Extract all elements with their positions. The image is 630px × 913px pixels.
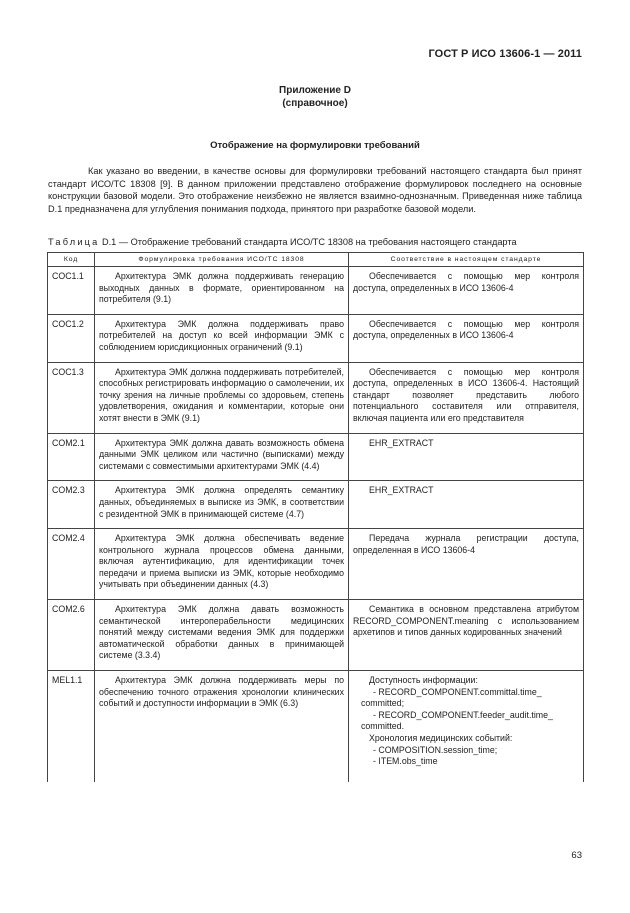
row-code: COM2.6 xyxy=(48,600,95,671)
row-requirement xyxy=(95,529,349,600)
table-caption-label: Таблица xyxy=(48,237,100,247)
table-row xyxy=(48,529,584,600)
row-requirement-text: Архитектура ЭМК должна давать возможность семантической интероперабельности медицинских понятий между системами ведения ЭМК для поддержки автоматической обработки данных в принимающей системе (3.3.4) xyxy=(99,604,344,661)
standard-designation: ГОСТ Р ИСО 13606-1 — 2011 xyxy=(428,48,582,60)
table-row xyxy=(48,671,584,782)
row-code: COC1.2 xyxy=(48,314,95,362)
match-line: - RECORD_COMPONENT.feeder_audit.time_ xyxy=(373,709,553,720)
row-code: COM2.3 xyxy=(48,481,95,529)
table-row xyxy=(48,481,584,529)
table-caption xyxy=(48,237,582,247)
match-line: committed; xyxy=(361,698,405,709)
page-number: 63 xyxy=(571,850,582,861)
row-match-text: Передача журнала регистрации доступа, определенная в ИСО 13606-4 xyxy=(353,533,579,555)
row-match-text: Обеспечивается с помощью мер контроля доступа, определенных в ИСО 13606-4 xyxy=(353,318,579,341)
row-requirement-text: Архитектура ЭМК должна обеспечивать ведение контрольного журнала процессов обмена данными, включая аутентификацию, для идентификации точек передачи и приема выписки из ЭМК, которые необходимо учитывать при объединении данных (4.3) xyxy=(99,533,344,590)
row-requirement-text: Архитектура ЭМК должна поддерживать потребителей, способных регистрировать информацию о самолечении, их точку зрения на личные проблемы со здоровьем, степень удовлетворения, ожидания и комментарии, которые они хотят внести в ЭМК (9.1) xyxy=(99,366,344,423)
row-match-text: Семантика в основном представлена атрибутом RECORD_COMPONENT.meaning с использованием архетипов и типов данных кодированных значений xyxy=(353,604,579,638)
row-requirement-text: Архитектура ЭМК должна поддерживать право потребителей на доступ ко всей информации ЭМК с соблюдением юрисдикционных ограничений (9.1) xyxy=(99,318,344,352)
row-match xyxy=(349,314,584,362)
row-match-text: Обеспечивается с помощью мер контроля доступа, определенных в ИСО 13606-4. Настоящий стандарт позволяет представить любого потенциального составителя или отправителя, включая пациента или его представителя xyxy=(353,366,579,423)
intro-paragraph xyxy=(48,165,582,215)
row-requirement-text: Архитектура ЭМК должна определять семантику данных, объединяемых в выписке из ЭМК, в соответствии с резидентной ЭМК в принимающей системе (4.7) xyxy=(99,485,344,519)
table-caption-text: D.1 — Отображение требований стандарта ИСО/ТС 18308 на требования настоящего стандарта xyxy=(99,237,517,247)
table-row xyxy=(48,600,584,671)
match-line: - ITEM.obs_time xyxy=(373,756,438,767)
row-requirement-text: Архитектура ЭМК должна поддерживать генерацию выходных данных в формате, ориентированном на потребителя (9.1) xyxy=(99,271,344,305)
match-line: - RECORD_COMPONENT.committal.time_ xyxy=(373,686,542,697)
requirements-table xyxy=(47,252,584,782)
header-code: Код xyxy=(48,253,95,267)
row-requirement-text: Архитектура ЭМК должна давать возможность обмена данными ЭМК целиком или частично (выписками) между системами с совместимыми архитектурами ЭМК (4.4) xyxy=(99,437,344,471)
table-row xyxy=(48,267,584,315)
row-requirement xyxy=(95,671,349,782)
header-requirement: Формулировка требования ИСО/ТС 18308 xyxy=(95,253,349,267)
row-requirement-text: Архитектура ЭМК должна поддерживать меры по обеспечению точного отражения хронологии клинических событий и доступности информации в ЭМК (6.3) xyxy=(99,675,344,709)
row-code: COC1.3 xyxy=(48,362,95,433)
row-code: COM2.1 xyxy=(48,433,95,481)
row-requirement xyxy=(95,267,349,315)
row-match xyxy=(349,362,584,433)
row-code: MEL1.1 xyxy=(48,671,95,782)
table-header-row xyxy=(48,253,584,267)
row-code: COC1.1 xyxy=(48,267,95,315)
row-match xyxy=(349,529,584,600)
row-requirement xyxy=(95,481,349,529)
row-match xyxy=(349,481,584,529)
annex-subtitle: (справочное) xyxy=(282,98,348,109)
row-match-text: EHR_EXTRACT xyxy=(369,437,434,448)
table-row xyxy=(48,314,584,362)
annex-title: Приложение D xyxy=(279,85,351,96)
row-requirement xyxy=(95,433,349,481)
row-match-text: Обеспечивается с помощью мер контроля доступа, определенных в ИСО 13606-4 xyxy=(353,271,579,293)
intro-text: Как указано во введении, в качестве основы для формулировки требований настоящего стандарта был принят стандарт ИСО/ТС 18308 [9]. В данном приложении представлено отображение формулировок последнего на основные конструкции базовой модели. Это отображение неизбежно не является взаимно-однозначным. Приведенная ниже таблица D.1 предназначена для углубления понимания подхода, принятого при разработке базовой модели. xyxy=(48,166,582,214)
row-match-text: EHR_EXTRACT xyxy=(369,485,434,496)
row-match xyxy=(349,671,584,782)
table-row xyxy=(48,362,584,433)
row-requirement xyxy=(95,362,349,433)
section-title: Отображение на формулировки требований xyxy=(210,140,420,151)
match-line: Хронология медицинских событий: xyxy=(369,733,513,743)
row-requirement xyxy=(95,314,349,362)
annex-heading xyxy=(0,84,630,110)
row-match xyxy=(349,600,584,671)
row-match xyxy=(349,267,584,315)
row-code: COM2.4 xyxy=(48,529,95,600)
header-match: Соответствие в настоящем стандарте xyxy=(349,253,584,267)
match-line: - COMPOSITION.session_time; xyxy=(373,744,498,755)
match-line: committed. xyxy=(361,721,405,732)
table-row xyxy=(48,433,584,481)
match-line: Доступность информации: xyxy=(369,675,478,686)
row-requirement xyxy=(95,600,349,671)
row-match xyxy=(349,433,584,481)
